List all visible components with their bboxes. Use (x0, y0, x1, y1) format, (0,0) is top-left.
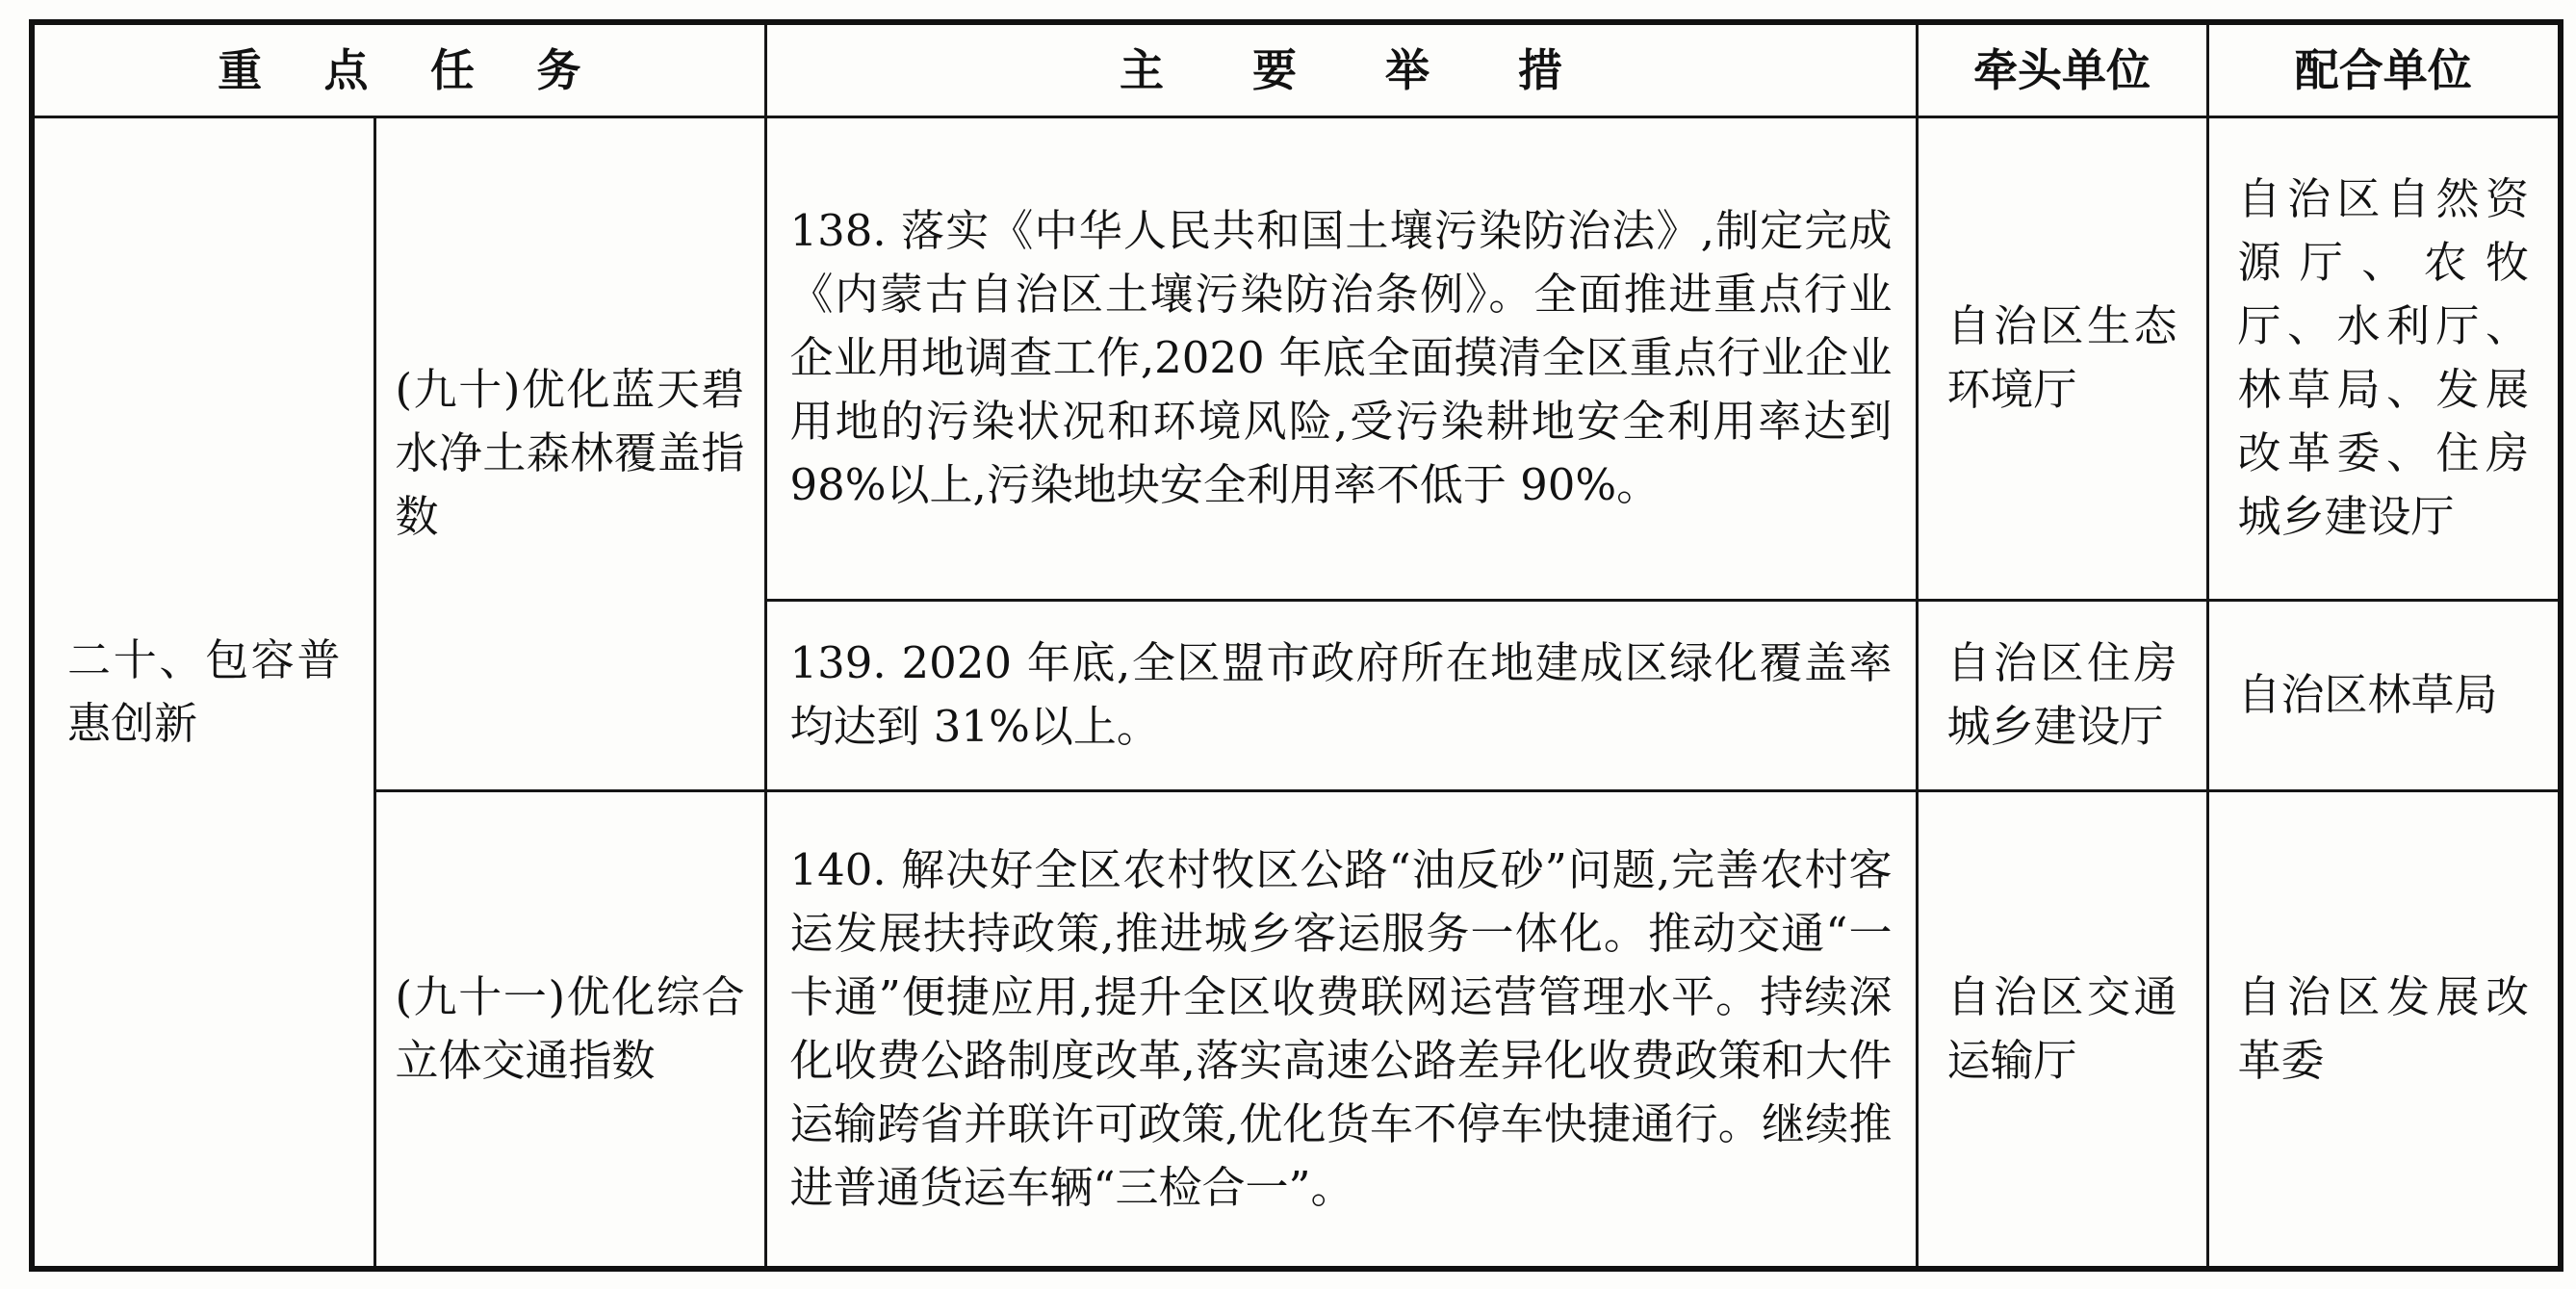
cell-task-91: (九十一)优化综合立体交通指数 (374, 790, 765, 1269)
cell-task-group-20: 二十、包容普惠创新 (32, 116, 374, 1269)
cell-measure-140: 140. 解决好全区农村牧区公路“油反砂”问题,完善农村客运发展扶持政策,推进城乡客运服务一体化。推动交通“一卡通”便捷应用,提升全区收费联网运营管理水平。持续深化收费公路制度改革,落实高速公路差异化收费政策和大件运输跨省并联许可政策,优化货车不停车快捷通行。继续推进普通货运车辆“三检合一”。 (765, 790, 1917, 1269)
cell-lead-unit-140: 自治区交通运输厅 (1917, 790, 2207, 1269)
cell-task-90: (九十)优化蓝天碧水净土森林覆盖指数 (374, 116, 765, 790)
table-row-138 (32, 116, 2561, 600)
cell-lead-unit-139: 自治区住房城乡建设厅 (1917, 600, 2207, 790)
header-key-tasks: 重点任务 (32, 22, 765, 116)
header-main-measures: 主要举措 (765, 22, 1917, 116)
cell-support-unit-140: 自治区发展改革委 (2207, 790, 2561, 1269)
cell-measure-138: 138. 落实《中华人民共和国土壤污染防治法》,制定完成《内蒙古自治区土壤污染防治条例》。全面推进重点行业企业用地调查工作,2020 年底全面摸清全区重点行业企业用地的污染状况和环境风险,受污染耕地安全利用率达到 98%以上,污染地块安全利用率不低于 90%。 (765, 116, 1917, 600)
cell-support-unit-138: 自治区自然资源厅、农牧厅、水利厅、林草局、发展改革委、住房城乡建设厅 (2207, 116, 2561, 600)
task-measures-table (29, 19, 2563, 1272)
cell-measure-139: 139. 2020 年底,全区盟市政府所在地建成区绿化覆盖率均达到 31%以上。 (765, 600, 1917, 790)
header-support-unit: 配合单位 (2207, 22, 2561, 116)
header-lead-unit: 牵头单位 (1917, 22, 2207, 116)
cell-lead-unit-138: 自治区生态环境厅 (1917, 116, 2207, 600)
table-row-140 (32, 790, 2561, 1269)
cell-support-unit-139: 自治区林草局 (2207, 600, 2561, 790)
table-header-row (32, 22, 2561, 116)
